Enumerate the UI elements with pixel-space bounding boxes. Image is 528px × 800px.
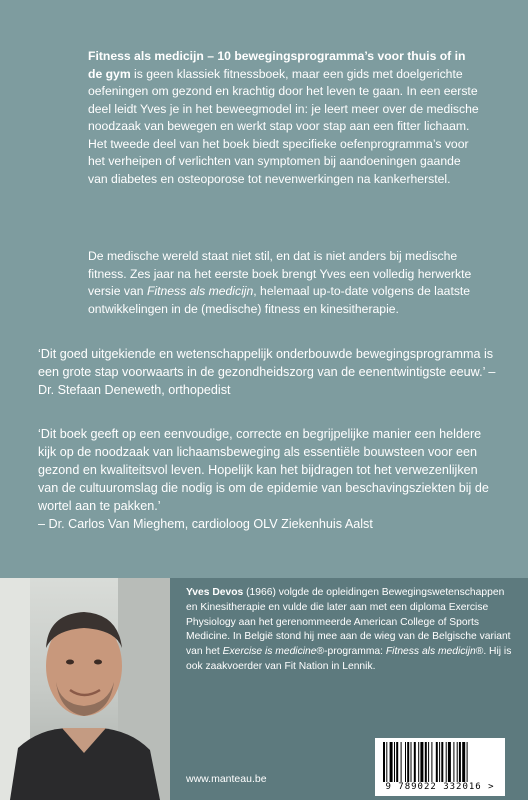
barcode-bar xyxy=(453,742,454,782)
barcode-bar xyxy=(420,742,423,782)
barcode-bar xyxy=(411,742,412,782)
isbn-number: 9 789022 332016 > xyxy=(385,782,495,792)
barcode-bar xyxy=(390,742,393,782)
intro-text: is geen klassiek fitnessboek, maar een gids met doelgerichte oefeningen om gezond en krachtig door het leven te gaan. In een eerste deel leidt Yves je in het beweegmodel in: je leert meer over de medische noodzaak van bewegen en werkt stap voor stap aan een fitter lichaam. Het tweede deel van het boek biedt specifieke oefenprogramma’s voor het verheipen of verlichten van symptomen bij aandoeningen gaande van diabetes en osteoporose tot nevenwerkingen na kankerherstel. xyxy=(88,66,479,186)
barcode-bar xyxy=(467,742,468,782)
author-panel xyxy=(0,578,528,800)
barcode-bar xyxy=(418,742,419,782)
para2-book-title: Fitness als medicijn xyxy=(146,284,254,298)
barcode-bar xyxy=(431,742,432,782)
second-paragraph xyxy=(88,248,480,318)
barcode-bar xyxy=(457,742,458,782)
isbn-barcode xyxy=(375,738,505,796)
barcode-bar xyxy=(462,742,465,782)
author-bio: Yves Devos (1966) volgde de opleidingen Bewegingswetenschappen en Kinesitherapie en vulde die later aan met een diploma Exercise Physiology aan het gerenommeerde American College of Sports Medicine. In België stond hij mee aan de wieg van de Belgische variant van het Exercise is medicine®-programma: Fitness als medicijn®. Hij is ook zaakvoerder van Fit Nation in Lennik. xyxy=(186,587,512,672)
barcode-bar xyxy=(405,742,406,782)
book-title: Fitness als medicijn – 10 bewegingsprogramma’s voor thuis of in de gym xyxy=(88,49,466,81)
barcode-bar xyxy=(439,742,440,782)
barcode-bar xyxy=(448,742,451,782)
barcode-bar xyxy=(414,742,416,782)
barcode-bar xyxy=(446,742,447,782)
barcode-bar xyxy=(383,742,385,782)
barcode-bar xyxy=(428,742,429,782)
para2-text-before: De medische wereld staat niet stil, en dat is niet anders bij medische fitness. Zes jaar na het eerste boek brengt Yves een volledig herwerkte versie van xyxy=(88,249,472,298)
publisher-website: www.manteau.be xyxy=(186,773,267,785)
quote-van-mieghem xyxy=(38,425,500,533)
barcode-bar xyxy=(425,742,427,782)
quote2-text: ‘Dit boek geeft op een eenvoudige, correcte en begrijpelijke manier een heldere kijk op de noodzaak van lichaamsbeweging als essentiële bouwsteen voor een gezond en kwaliteitsvol leven. Hopelijk kan het bijdragen tot het verwezenlijken van de cultuuromslag die nodig is om de epidemie van beschavingsziekten bij de wortel aan te pakken.’ xyxy=(38,427,489,513)
barcode-bars xyxy=(383,742,497,782)
intro-paragraph xyxy=(88,48,480,188)
author-photo xyxy=(0,578,170,800)
barcode-bar xyxy=(396,742,398,782)
barcode-bar xyxy=(441,742,443,782)
author-name: Yves Devos xyxy=(186,587,244,598)
barcode-bar xyxy=(436,742,438,782)
author-portrait-illustration xyxy=(0,578,170,800)
barcode-bar xyxy=(407,742,409,782)
quote-deneweth: ‘Dit goed uitgekiende en wetenschappelijk onderbouwde bewegingsprogramma is een grote stap voorwaarts in de gezondheidszorg van de eenentwintigste eeuw.’ – Dr. Stefaan Deneweth, orthopedist xyxy=(38,347,496,397)
para2-text-after: , helemaal up-to-date volgens de laatste ontwikkelingen in de (medische) fitness en kinesitherapie. xyxy=(88,284,471,316)
barcode-bar xyxy=(401,742,402,782)
barcode-bar xyxy=(394,742,395,782)
quote2-attribution: – Dr. Carlos Van Mieghem, cardioloog OLV Ziekenhuis Aalst xyxy=(38,517,373,531)
barcode-bar xyxy=(386,742,387,782)
barcode-bar xyxy=(459,742,461,782)
